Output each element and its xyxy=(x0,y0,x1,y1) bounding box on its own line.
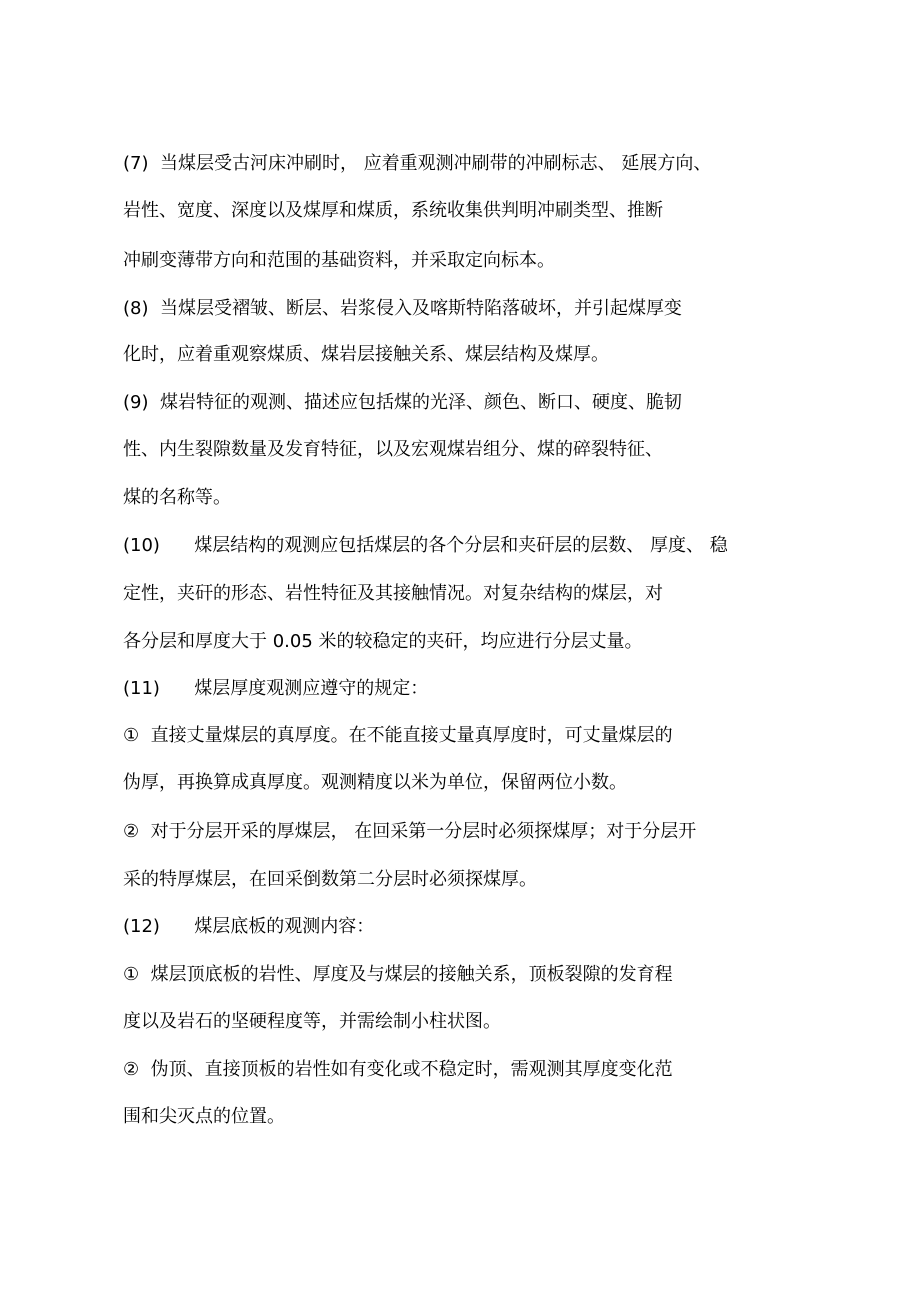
text-line-18: ① 煤层顶底板的岩性、厚度及与煤层的接触关系，顶板裂隙的发育程 xyxy=(123,964,673,985)
text-line-8: 煤的名称等。 xyxy=(123,487,231,508)
text-line-6: (9) 煤岩特征的观测、描述应包括煤的光泽、颜色、断口、硬度、脆韧 xyxy=(123,392,682,413)
text-line-19: 度以及岩石的坚硬程度等，并需绘制小柱状图。 xyxy=(123,1011,501,1032)
text-line-14: 伪厚，再换算成真厚度。观测精度以米为单位，保留两位小数。 xyxy=(123,772,627,793)
text-line-21: 围和尖灭点的位置。 xyxy=(123,1106,285,1127)
text-line-4: (8) 当煤层受褶皱、断层、岩浆侵入及喀斯特陷落破坏，并引起煤厚变 xyxy=(123,298,682,319)
text-line-2: 岩性、宽度、深度以及煤厚和煤质，系统收集供判明冲刷类型、推断 xyxy=(123,200,663,221)
text-line-13: ① 直接丈量煤层的真厚度。在不能直接丈量真厚度时，可丈量煤层的 xyxy=(123,725,673,746)
text-line-9: (10) 煤层结构的观测应包括煤层的各个分层和夹矸层的层数、 厚度、 稳 xyxy=(123,535,728,556)
text-line-12: (11) 煤层厚度观测应遵守的规定： xyxy=(123,678,429,699)
text-line-5: 化时，应着重观察煤质、煤岩层接触关系、煤层结构及煤厚。 xyxy=(123,344,609,365)
text-line-16: 采的特厚煤层，在回采倒数第二分层时必须探煤厚。 xyxy=(123,869,537,890)
text-line-10: 定性，夹矸的形态、岩性特征及其接触情况。对复杂结构的煤层，对 xyxy=(123,583,663,604)
text-line-20: ② 伪顶、直接顶板的岩性如有变化或不稳定时，需观测其厚度变化范 xyxy=(123,1059,673,1080)
text-line-11: 各分层和厚度大于 0.05 米的较稳定的夹矸，均应进行分层丈量。 xyxy=(123,631,643,652)
text-line-17: (12) 煤层底板的观测内容： xyxy=(123,916,375,937)
text-line-7: 性、内生裂隙数量及发育特征，以及宏观煤岩组分、煤的碎裂特征、 xyxy=(123,439,663,460)
text-line-3: 冲刷变薄带方向和范围的基础资料，并采取定向标本。 xyxy=(123,250,555,271)
text-line-1: (7) 当煤层受古河床冲刷时， 应着重观测冲刷带的冲刷标志、 延展方向、 xyxy=(123,153,712,174)
text-line-15: ② 对于分层开采的厚煤层， 在回采第一分层时必须探煤厚；对于分层开 xyxy=(123,821,697,842)
